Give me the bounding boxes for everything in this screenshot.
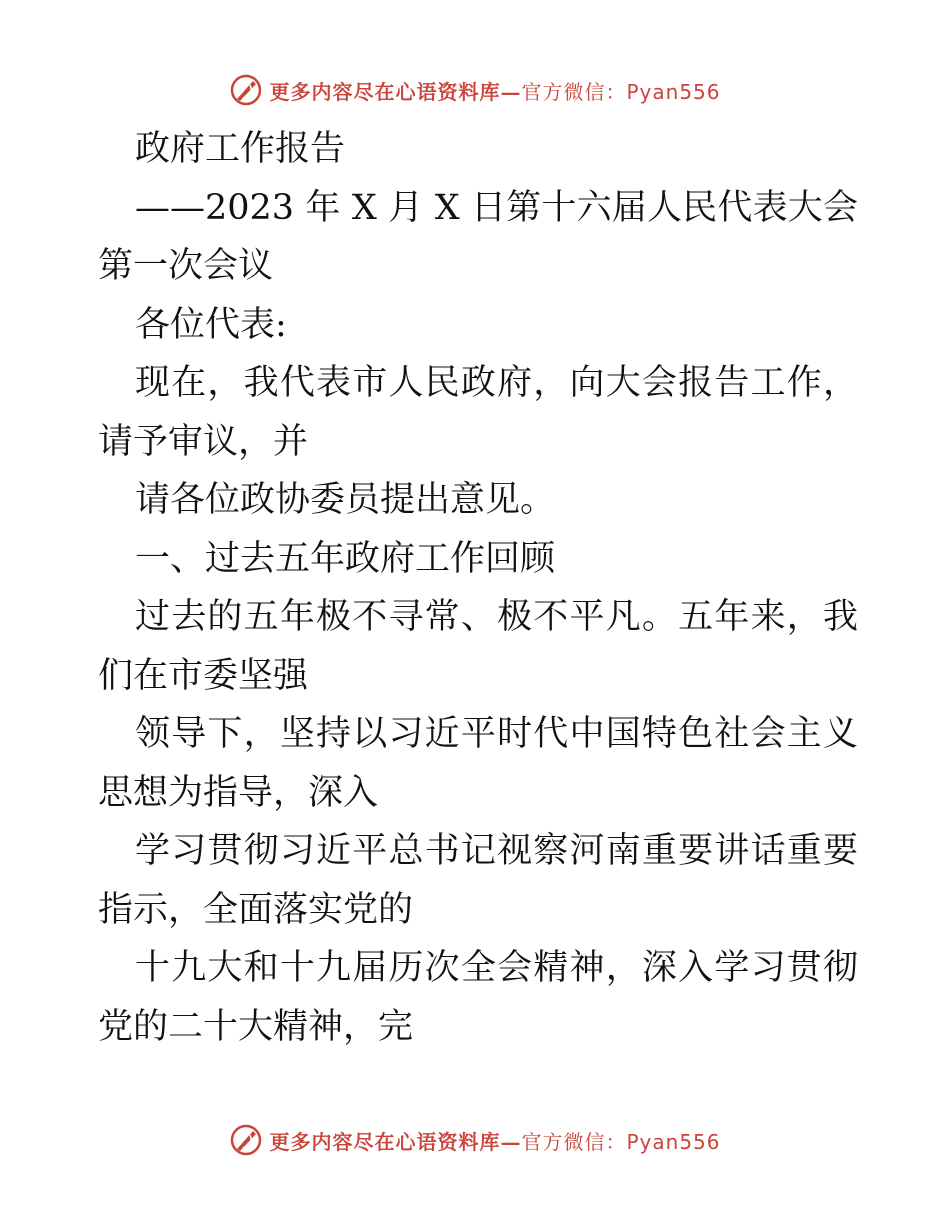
- watermark-site-text: 更多内容尽在心语资料库: [269, 79, 501, 104]
- paragraph: 学习贯彻习近平总书记视察河南重要讲话重要指示，全面落实党的: [98, 831, 858, 930]
- document-body: [98, 120, 858, 1056]
- watermark-wechat-label: 官方微信：: [521, 79, 627, 104]
- paragraph: 现在，我代表市人民政府，向大会报告工作，请予审议，并: [98, 363, 858, 462]
- watermark-site-text: 更多内容尽在心语资料库: [269, 1129, 501, 1154]
- footer-watermark-banner: [0, 1120, 950, 1160]
- watermark-wechat-label: 官方微信：: [521, 1129, 627, 1154]
- header-watermark-banner: [0, 70, 950, 110]
- document-subtitle: ——2023 年 X 月 X 日第十六届人民代表大会第一次会议: [98, 187, 858, 286]
- watermark-text: [269, 76, 720, 105]
- salutation: 各位代表:: [135, 304, 287, 345]
- paragraph: 十九大和十九届历次全会精神，深入学习贯彻党的二十大精神，完: [98, 948, 858, 1047]
- paragraph: 过去的五年极不寻常、极不平凡。五年来，我们在市委坚强: [98, 597, 858, 696]
- watermark-wechat-id: Pyan556: [626, 79, 721, 104]
- section-heading: 一、过去五年政府工作回顾: [135, 538, 556, 579]
- watermark-wechat-id: Pyan556: [626, 1129, 721, 1154]
- paragraph: 领导下，坚持以习近平时代中国特色社会主义思想为指导，深入: [98, 714, 858, 813]
- watermark-dash: —: [500, 1129, 522, 1154]
- document-title: 政府工作报告: [135, 129, 346, 169]
- quill-logo-icon: [229, 73, 263, 107]
- quill-logo-icon: [229, 1123, 263, 1157]
- watermark-dash: —: [500, 79, 522, 104]
- watermark-text: [269, 1126, 720, 1155]
- paragraph: 请各位政协委员提出意见。: [135, 480, 556, 520]
